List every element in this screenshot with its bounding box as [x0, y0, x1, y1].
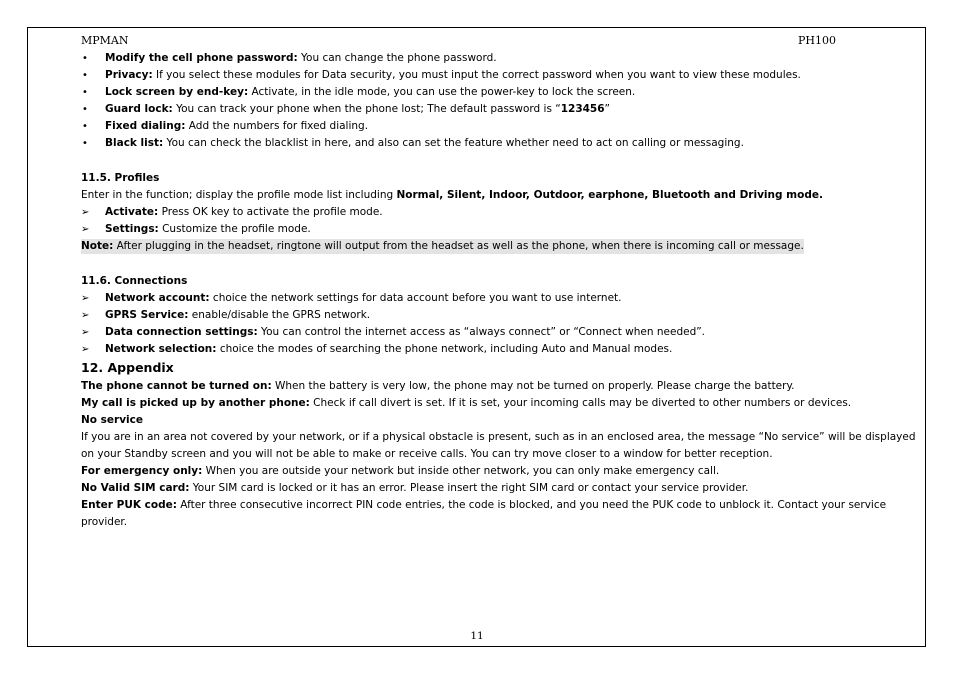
list-item: ➢ Settings: Customize the profile mode.	[81, 221, 881, 238]
list-item: • Fixed dialing: Add the numbers for fixed dialing.	[81, 118, 881, 135]
list-item: ➢ Network account: choice the network settings for data account before you want to use internet.	[81, 290, 881, 307]
appendix-paragraph: The phone cannot be turned on: When the battery is very low, the phone may not be turned on properly. Please charge the battery.	[81, 380, 795, 392]
list-item: ➢ Activate: Press OK key to activate the profile mode.	[81, 204, 881, 221]
appendix-paragraph: Enter PUK code: After three consecutive incorrect PIN code entries, the code is blocked, and you need the PUK code to unblock it. Contact your service	[81, 499, 887, 511]
section-heading-appendix: 12. Appendix	[81, 360, 174, 375]
appendix-paragraph: No Valid SIM card: Your SIM card is locked or it has an error. Please insert the right SIM card or contact your service provider.	[81, 482, 749, 494]
list-item: ➢ Data connection settings: You can control the internet access as “always connect” or “Connect when needed”.	[81, 324, 881, 341]
profiles-intro: Enter in the function; display the profile mode list including Normal, Silent, Indoor, Outdoor, earphone, Bluetooth and Driving mode.	[81, 189, 823, 201]
list-item: ➢ GPRS Service: enable/disable the GPRS network.	[81, 307, 881, 324]
appendix-paragraph: My call is picked up by another phone: Check if call divert is set. If it is set, your incoming calls may be diverted to other numbers or devices.	[81, 397, 852, 409]
list-item: • Guard lock: You can track your phone when the phone lost; The default password is “123456”	[81, 101, 881, 118]
list-item: ➢ Network selection: choice the modes of searching the phone network, including Auto and Manual modes.	[81, 341, 881, 358]
appendix-paragraph: For emergency only: When you are outside your network but inside other network, you can only make emergency call.	[81, 465, 720, 477]
profiles-note: Note: After plugging in the headset, ringtone will output from the headset as well as the phone, when there is incoming call or message.	[81, 240, 804, 252]
header-brand: MPMAN	[81, 34, 129, 47]
header-model: PH100	[798, 34, 836, 47]
page-content	[81, 50, 916, 531]
list-item: • Lock screen by end-key: Activate, in the idle mode, you can use the power-key to lock the screen.	[81, 84, 881, 101]
list-item: • Modify the cell phone password: You can change the phone password.	[81, 50, 881, 67]
list-item: • Black list: You can check the blacklist in here, and also can set the feature whether need to act on calling or messaging.	[81, 135, 881, 152]
appendix-paragraph: provider.	[81, 516, 128, 528]
appendix-subheading: No service	[81, 414, 143, 426]
appendix-paragraph: If you are in an area not covered by your network, or if a physical obstacle is present, such as in an enclosed area, the message “No service” will be displayed	[81, 431, 916, 443]
section-heading-connections: 11.6. Connections	[81, 275, 188, 287]
page-number: 11	[470, 630, 484, 642]
appendix-paragraph: on your Standby screen and you will not be able to make or receive calls. You can try move closer to a window for better reception.	[81, 448, 773, 460]
section-heading-profiles: 11.5. Profiles	[81, 172, 160, 184]
list-item: • Privacy: If you select these modules for Data security, you must input the correct password when you want to view these modules.	[81, 67, 881, 84]
